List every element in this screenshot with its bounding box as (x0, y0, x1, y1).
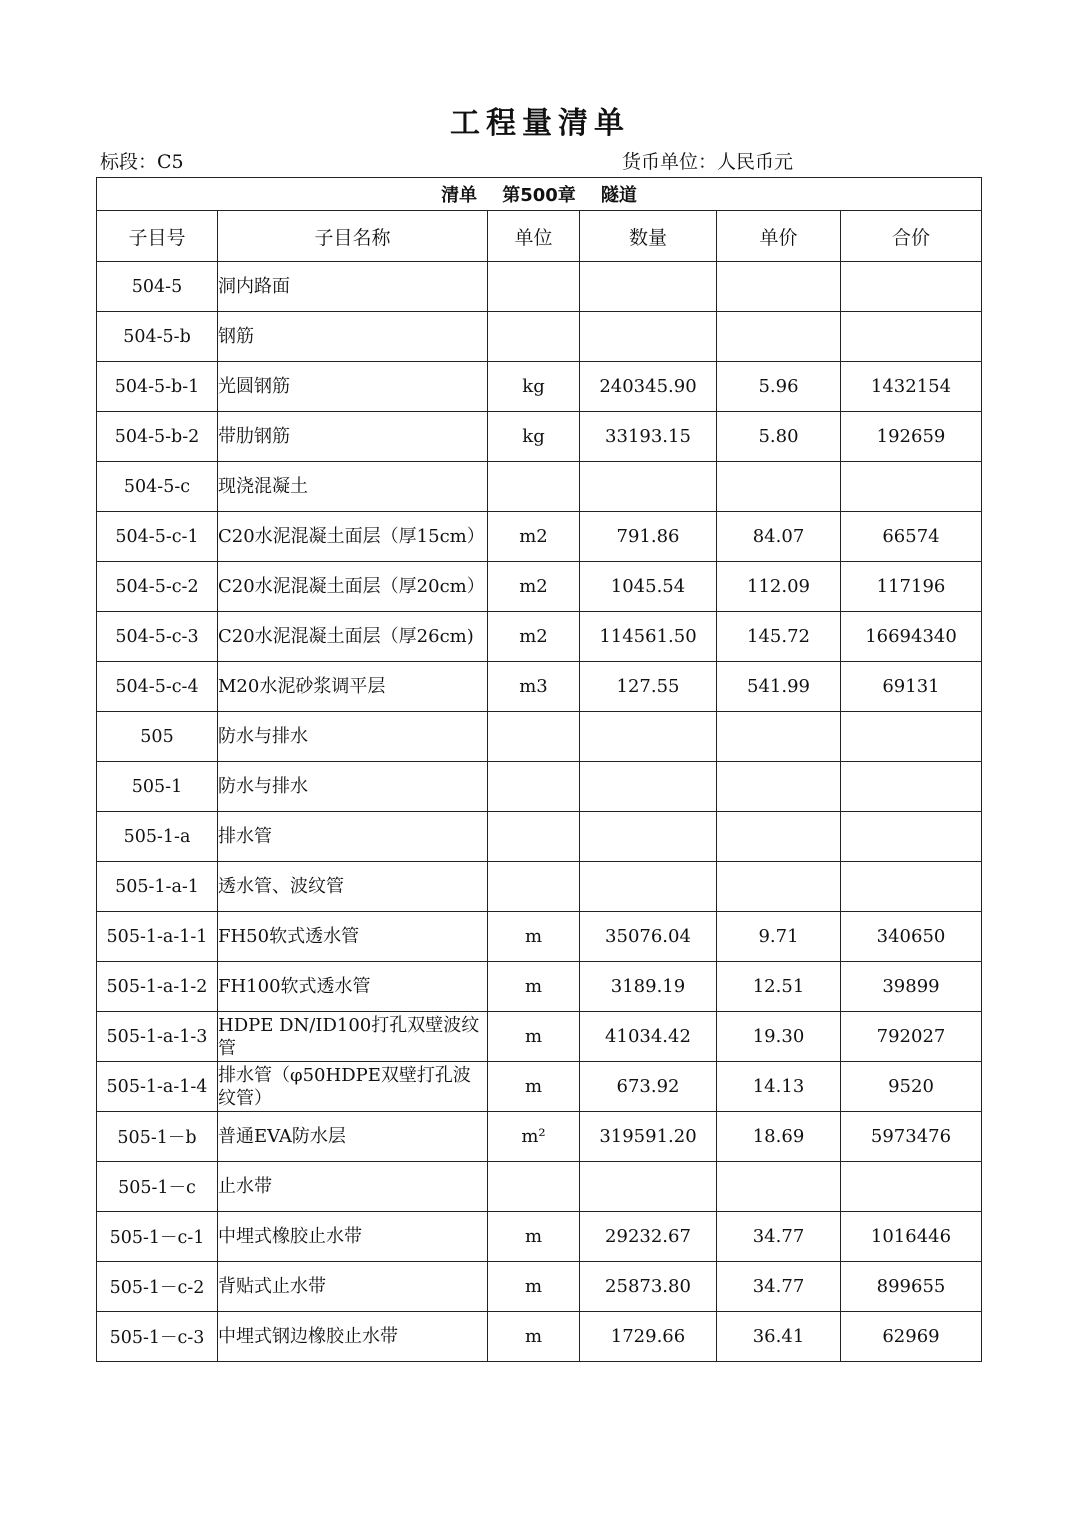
cell-name: 防水与排水 (218, 762, 488, 812)
cell-unit: m² (488, 1112, 580, 1162)
chapter-heading (97, 178, 982, 211)
cell-quantity: 29232.67 (580, 1212, 717, 1262)
cell-name: 带肋钢筋 (218, 412, 488, 462)
table-row (97, 762, 982, 812)
cell-quantity (580, 862, 717, 912)
table-row (97, 412, 982, 462)
cell-unit-price: 5.80 (717, 412, 841, 462)
cell-unit: kg (488, 362, 580, 412)
cell-quantity (580, 262, 717, 312)
cell-unit (488, 312, 580, 362)
cell-total-price: 899655 (841, 1262, 982, 1312)
cell-unit-price (717, 812, 841, 862)
cell-code: 504-5-c-4 (97, 662, 218, 712)
cell-unit-price: 541.99 (717, 662, 841, 712)
cell-code: 505-1-a-1-2 (97, 962, 218, 1012)
column-header-price: 单价 (717, 211, 841, 262)
cell-name: 光圆钢筋 (218, 362, 488, 412)
cell-total-price (841, 312, 982, 362)
column-header-row (97, 211, 982, 262)
cell-code: 505-1－c-2 (97, 1262, 218, 1312)
cell-unit (488, 862, 580, 912)
cell-total-price (841, 262, 982, 312)
cell-name: 中埋式橡胶止水带 (218, 1212, 488, 1262)
cell-quantity: 319591.20 (580, 1112, 717, 1162)
cell-name: 中埋式钢边橡胶止水带 (218, 1312, 488, 1362)
cell-unit-price: 18.69 (717, 1112, 841, 1162)
cell-code: 505-1-a-1-3 (97, 1012, 218, 1062)
cell-name: C20水泥混凝土面层（厚26cm) (218, 612, 488, 662)
cell-name: 透水管、波纹管 (218, 862, 488, 912)
cell-quantity: 240345.90 (580, 362, 717, 412)
cell-name: FH50软式透水管 (218, 912, 488, 962)
table-row (97, 1162, 982, 1212)
table-row (97, 812, 982, 862)
cell-total-price: 62969 (841, 1312, 982, 1362)
cell-unit: m (488, 1262, 580, 1312)
cell-name: 排水管 (218, 812, 488, 862)
table-row (97, 1112, 982, 1162)
cell-name: C20水泥混凝土面层（厚15cm） (218, 512, 488, 562)
cell-unit (488, 812, 580, 862)
cell-total-price: 5973476 (841, 1112, 982, 1162)
cell-unit: m (488, 1062, 580, 1112)
cell-quantity: 3189.19 (580, 962, 717, 1012)
table-row (97, 662, 982, 712)
cell-unit (488, 762, 580, 812)
bill-of-quantities-table (96, 177, 982, 1362)
cell-code: 504-5-c (97, 462, 218, 512)
cell-total-price: 39899 (841, 962, 982, 1012)
cell-name: 防水与排水 (218, 712, 488, 762)
cell-code: 504-5 (97, 262, 218, 312)
cell-unit-price: 34.77 (717, 1262, 841, 1312)
cell-total-price: 192659 (841, 412, 982, 462)
table-row (97, 912, 982, 962)
cell-total-price: 1432154 (841, 362, 982, 412)
cell-total-price: 117196 (841, 562, 982, 612)
table-row (97, 1262, 982, 1312)
cell-unit (488, 262, 580, 312)
cell-quantity: 35076.04 (580, 912, 717, 962)
cell-quantity (580, 462, 717, 512)
cell-name: 背贴式止水带 (218, 1262, 488, 1312)
table-row (97, 362, 982, 412)
cell-unit-price (717, 1162, 841, 1212)
cell-code: 505-1-a-1-1 (97, 912, 218, 962)
cell-code: 505-1 (97, 762, 218, 812)
cell-quantity: 1729.66 (580, 1312, 717, 1362)
cell-name: 钢筋 (218, 312, 488, 362)
cell-quantity (580, 712, 717, 762)
table-row (97, 1062, 982, 1112)
cell-unit-price (717, 462, 841, 512)
cell-quantity: 25873.80 (580, 1262, 717, 1312)
cell-unit: kg (488, 412, 580, 462)
cell-total-price (841, 862, 982, 912)
cell-unit-price: 19.30 (717, 1012, 841, 1062)
cell-unit-price: 112.09 (717, 562, 841, 612)
chapter-row (97, 178, 982, 211)
cell-unit-price: 145.72 (717, 612, 841, 662)
cell-unit-price: 14.13 (717, 1062, 841, 1112)
cell-name: 排水管（φ50HDPE双壁打孔波纹管） (218, 1062, 488, 1112)
cell-total-price (841, 712, 982, 762)
table-row (97, 262, 982, 312)
cell-quantity (580, 1162, 717, 1212)
cell-unit: m2 (488, 512, 580, 562)
cell-quantity: 114561.50 (580, 612, 717, 662)
section-label: 标段：C5 (100, 151, 184, 173)
table-row (97, 512, 982, 562)
cell-unit-price: 34.77 (717, 1212, 841, 1262)
cell-total-price (841, 462, 982, 512)
cell-quantity: 127.55 (580, 662, 717, 712)
column-header-name: 子目名称 (218, 211, 488, 262)
cell-name: FH100软式透水管 (218, 962, 488, 1012)
cell-unit-price (717, 312, 841, 362)
chapter-number: 第500章 (502, 185, 576, 206)
cell-total-price: 69131 (841, 662, 982, 712)
chapter-name: 隧道 (600, 185, 637, 206)
cell-total-price: 1016446 (841, 1212, 982, 1262)
cell-unit-price: 36.41 (717, 1312, 841, 1362)
cell-unit: m (488, 1312, 580, 1362)
cell-total-price: 66574 (841, 512, 982, 562)
cell-quantity (580, 312, 717, 362)
cell-unit-price: 9.71 (717, 912, 841, 962)
table-row (97, 1312, 982, 1362)
cell-code: 504-5-c-3 (97, 612, 218, 662)
cell-unit-price: 5.96 (717, 362, 841, 412)
table-row (97, 862, 982, 912)
cell-unit-price: 84.07 (717, 512, 841, 562)
cell-code: 505-1-a-1 (97, 862, 218, 912)
currency-label: 货币单位：人民币元 (622, 151, 794, 173)
cell-quantity: 33193.15 (580, 412, 717, 462)
cell-total-price: 340650 (841, 912, 982, 962)
table-row (97, 962, 982, 1012)
cell-unit-price (717, 262, 841, 312)
cell-code: 505-1－c-3 (97, 1312, 218, 1362)
cell-quantity (580, 812, 717, 862)
cell-code: 505-1－c-1 (97, 1212, 218, 1262)
cell-total-price: 792027 (841, 1012, 982, 1062)
table-row (97, 712, 982, 762)
cell-unit: m3 (488, 662, 580, 712)
cell-unit: m2 (488, 562, 580, 612)
table-row (97, 612, 982, 662)
table-row (97, 1012, 982, 1062)
cell-name: M20水泥砂浆调平层 (218, 662, 488, 712)
column-header-qty: 数量 (580, 211, 717, 262)
cell-name: C20水泥混凝土面层（厚20cm） (218, 562, 488, 612)
column-header-total: 合价 (841, 211, 982, 262)
cell-total-price (841, 762, 982, 812)
cell-code: 504-5-b-2 (97, 412, 218, 462)
cell-code: 504-5-c-2 (97, 562, 218, 612)
page-title: 工程量清单 (450, 106, 630, 141)
cell-name: HDPE DN/ID100打孔双壁波纹管 (218, 1012, 488, 1062)
cell-code: 504-5-b (97, 312, 218, 362)
cell-code: 505-1-a (97, 812, 218, 862)
table-row (97, 562, 982, 612)
table-body (97, 262, 982, 1362)
cell-unit: m (488, 1212, 580, 1262)
cell-unit-price (717, 862, 841, 912)
cell-total-price (841, 812, 982, 862)
cell-code: 504-5-c-1 (97, 512, 218, 562)
cell-name: 洞内路面 (218, 262, 488, 312)
cell-quantity: 1045.54 (580, 562, 717, 612)
table-row (97, 462, 982, 512)
cell-unit-price (717, 762, 841, 812)
cell-code: 505 (97, 712, 218, 762)
cell-code: 505-1-a-1-4 (97, 1062, 218, 1112)
table-row (97, 312, 982, 362)
cell-code: 504-5-b-1 (97, 362, 218, 412)
cell-unit (488, 462, 580, 512)
cell-quantity: 673.92 (580, 1062, 717, 1112)
cell-name: 普通EVA防水层 (218, 1112, 488, 1162)
chapter-prefix: 清单 (441, 185, 478, 206)
cell-unit (488, 1162, 580, 1212)
cell-total-price: 9520 (841, 1062, 982, 1112)
table-row (97, 1212, 982, 1262)
cell-name: 止水带 (218, 1162, 488, 1212)
cell-quantity: 41034.42 (580, 1012, 717, 1062)
cell-unit: m2 (488, 612, 580, 662)
column-header-unit: 单位 (488, 211, 580, 262)
cell-code: 505-1－b (97, 1112, 218, 1162)
cell-unit-price: 12.51 (717, 962, 841, 1012)
cell-quantity: 791.86 (580, 512, 717, 562)
column-header-code: 子目号 (97, 211, 218, 262)
cell-unit: m (488, 962, 580, 1012)
cell-unit: m (488, 1012, 580, 1062)
cell-name: 现浇混凝土 (218, 462, 488, 512)
cell-unit (488, 712, 580, 762)
cell-unit-price (717, 712, 841, 762)
cell-total-price: 16694340 (841, 612, 982, 662)
cell-code: 505-1－c (97, 1162, 218, 1212)
cell-total-price (841, 1162, 982, 1212)
cell-quantity (580, 762, 717, 812)
cell-unit: m (488, 912, 580, 962)
